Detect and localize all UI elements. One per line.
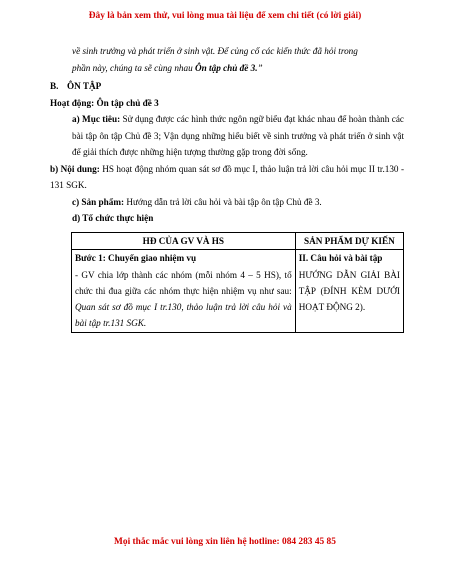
step-text-italic: Quan sát sơ đồ mục I tr.130, thảo luận trả lời câu hỏi và bài tập tr.131 SGK. xyxy=(75,302,292,329)
item-a-text: Sử dụng được các hình thức ngôn ngữ biểu đạt khác nhau để hoàn thành các bài tập ôn tập Chủ đề 3; Vận dụng những hiểu biết về sinh trưởng và phát triển ở sinh vật để giải thích được những hiện tượng thường gặp trong đời sống. xyxy=(72,114,404,157)
step-title: Bước 1: Chuyển giao nhiệm vụ xyxy=(75,253,197,264)
item-a-label: a) Mục tiêu: xyxy=(72,114,121,124)
section-b-number: B. xyxy=(50,81,59,91)
intro-line-2-prefix: phần này, chúng ta sẽ cùng nhau xyxy=(72,62,195,73)
table-row xyxy=(72,250,404,332)
step-text: - GV chia lớp thành các nhóm (mỗi nhóm 4 – 5 HS), tổ chức thi đua giữa các nhóm thực hiện nhiệm vụ như sau: xyxy=(75,269,292,296)
item-c-text: Hướng dẫn trả lời câu hỏi và bài tập ôn tập Chủ đề 3. xyxy=(124,196,322,207)
document-body xyxy=(50,43,404,227)
item-c xyxy=(50,194,404,211)
intro-line-1: về sinh trưởng và phát triển ở sinh vật. Để củng cố các kiến thức đã hỏi trong xyxy=(72,46,358,56)
section-b-title: ÔN TẬP xyxy=(67,81,102,91)
intro-line-2 xyxy=(50,60,404,77)
item-c-label: c) Sản phẩm: xyxy=(72,196,125,207)
product-title: II. Câu hỏi và bài tập xyxy=(298,253,383,264)
preview-banner: Đây là bản xem thử, vui lòng mua tài liệu để xem chi tiết (có lời giải) xyxy=(88,11,362,21)
product-text: HƯỚNG DẪN GIẢI BÀI TẬP (ĐÍNH KÈM DƯỚI HOẠT ĐỘNG 2). xyxy=(298,269,400,313)
table-header-row xyxy=(72,233,404,250)
table-header-right: SẢN PHẨM DỰ KIẾN xyxy=(295,233,403,250)
teacher-student-cell xyxy=(72,250,296,332)
item-d: d) Tổ chức thực hiện xyxy=(72,213,154,223)
expected-product-cell xyxy=(295,250,403,332)
table-header-left: HĐ CỦA GV VÀ HS xyxy=(72,233,296,250)
item-b-text: HS hoạt động nhóm quan sát sơ đồ mục I, thảo luận trả lời câu hỏi mục II tr.130 - 131 SGK. xyxy=(50,163,405,190)
item-b-label: b) Nội dung: xyxy=(50,163,100,174)
hotline-banner: Mọi thắc mắc vui lòng xin liên hệ hotline: 084 283 45 85 xyxy=(114,537,336,547)
item-a xyxy=(50,111,404,161)
intro-line-2-suffix: ” xyxy=(257,62,263,73)
activity-heading: Hoạt động: Ôn tập chủ đề 3 xyxy=(50,97,159,108)
intro-line-2-bold: Ôn tập chủ đề 3. xyxy=(195,62,258,73)
section-b-heading xyxy=(50,78,404,95)
item-b xyxy=(50,161,404,194)
activity-table xyxy=(71,232,404,333)
step-description xyxy=(75,267,292,332)
